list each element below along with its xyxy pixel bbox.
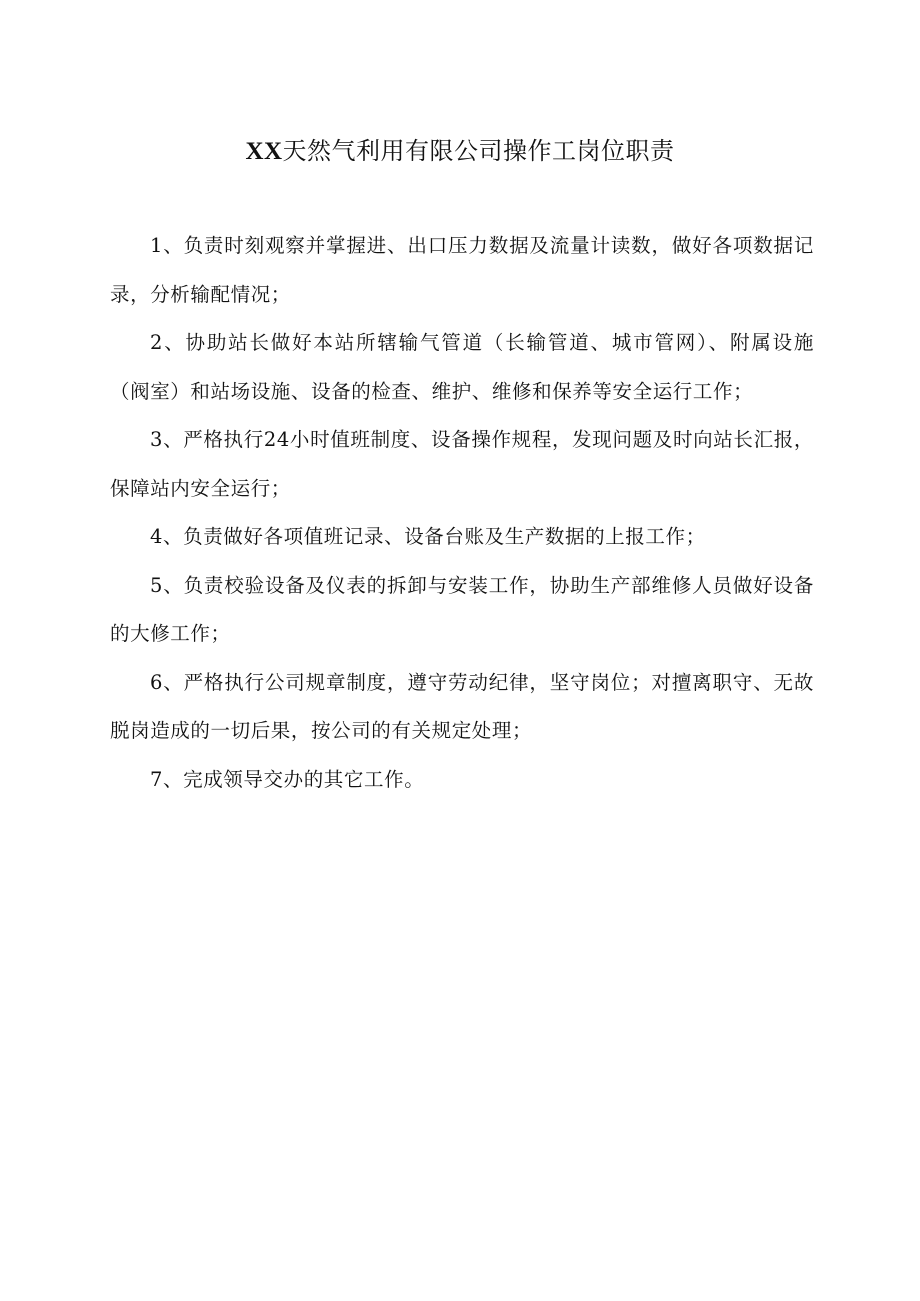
title-main: 天然气利用有限公司操作工岗位职责 <box>282 137 675 165</box>
document-body <box>110 222 814 804</box>
duty-item-3: 3、严格执行24小时值班制度、设备操作规程，发现问题及时向站长汇报，保障站内安全运行； <box>110 428 814 500</box>
duty-item-1: 1、负责时刻观察并掌握进、出口压力数据及流量计读数，做好各项数据记录，分析输配情况； <box>110 234 814 306</box>
document-title <box>0 134 920 169</box>
duty-item-2: 2、协助站长做好本站所辖输气管道（长输管道、城市管网）、附属设施（阀室）和站场设施、设备的检查、维护、维修和保养等安全运行工作； <box>110 331 814 403</box>
duty-item-5: 5、负责校验设备及仪表的拆卸与安装工作，协助生产部维修人员做好设备的大修工作； <box>110 573 814 645</box>
duty-item-6: 6、严格执行公司规章制度，遵守劳动纪律，坚守岗位；对擅离职守、无故脱岗造成的一切后果，按公司的有关规定处理； <box>110 670 814 742</box>
title-prefix: XX <box>245 138 283 165</box>
duty-item-4: 4、负责做好各项值班记录、设备台账及生产数据的上报工作； <box>150 525 706 548</box>
duty-item-7: 7、完成领导交办的其它工作。 <box>150 767 425 791</box>
